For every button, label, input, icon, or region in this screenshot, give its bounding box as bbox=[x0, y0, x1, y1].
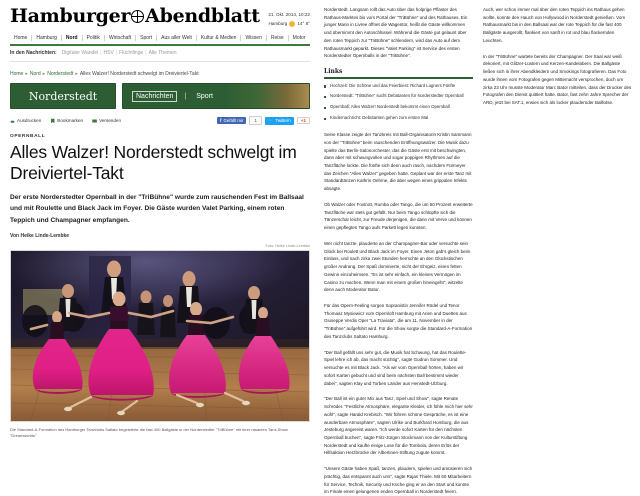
breadcrumb-sep: ▸ bbox=[25, 71, 28, 78]
related-link-item[interactable]: Norderstedt: "TriBühne" sucht Debütanten für Norderstedter Opernball bbox=[324, 93, 473, 100]
logo-text-part1: Hamburger bbox=[10, 5, 131, 27]
nav-item-sport[interactable]: Sport bbox=[136, 35, 157, 41]
nav-item-wirtschaft[interactable]: Wirtschaft bbox=[105, 35, 136, 41]
print-button[interactable] bbox=[10, 118, 41, 123]
section-tabs bbox=[122, 83, 310, 109]
facebook-icon: f bbox=[219, 118, 222, 124]
article-photo bbox=[10, 250, 310, 422]
related-links-title: Links bbox=[324, 68, 343, 76]
printer-icon bbox=[10, 118, 15, 123]
breadcrumb-nord[interactable]: Nord bbox=[29, 71, 41, 78]
tab-divider: | bbox=[184, 92, 187, 100]
ticker-link-digitaler-wandel[interactable]: Digitaler Wandel bbox=[61, 50, 99, 57]
related-links-box bbox=[324, 68, 473, 122]
breadcrumb bbox=[10, 71, 310, 77]
main-navigation-wrapper bbox=[10, 32, 310, 46]
weather-city: Hamburg bbox=[268, 20, 288, 26]
date-weather-box bbox=[268, 7, 310, 28]
body-paragraph: Ob Walzer oder Foxtrott, Rumba oder Tango, die um 50 Prozent erweiterte Tanzfläche war stets gut gefüllt. Nur beim Tango schlüpfte sich die Tänzerschar leicht, zur Freude derjenigen, die dann mit Verve und können einen gepflegten Tango aufs Parkett legen konnten. bbox=[324, 201, 473, 231]
send-label: Versenden bbox=[99, 118, 122, 124]
related-link-item[interactable]: Kindernachricht: Debütanten gehen zum ersten Mal bbox=[324, 115, 473, 122]
envelope-icon bbox=[92, 118, 97, 123]
related-link-item[interactable]: Opernball: Alles Walzer! Norderstedt bekommt einen Opernball bbox=[324, 104, 473, 111]
section-logo-norderstedt[interactable] bbox=[10, 83, 116, 109]
twitter-share-button[interactable] bbox=[265, 117, 294, 125]
print-label: Ausdrucken bbox=[17, 118, 42, 124]
body-paragraph: Auch, wer schon immer mal über den roten Teppich ins Rathaus gehen wollte, konnte den Hauch von Hollywood in Norderstedt genießen. Vom Rathausmarkt bis in den Ballsaal war der rote Teppich für die fast 400 Ballgäste ausgerollt, flankiert von sanft in rot und blau flackernden Leuchten. bbox=[483, 7, 626, 43]
body-column-middle bbox=[324, 6, 473, 495]
breadcrumb-current: Alles Walzer! Norderstedt schwelgt im Dreiviertel-Takt bbox=[79, 71, 199, 78]
nav-item-hamburg[interactable]: Hamburg bbox=[32, 35, 62, 41]
article-body-columns bbox=[320, 0, 640, 495]
body-paragraph: Seine Klasse zeigte der Tanzkreis mit Ball-Organisatorin Kristin Sammann von der "TriBühne" beim rauschenden Eröffnungswalzer. Die Musik dazu spielte das Berlin-Salonorchester, das die Gäste erst mit beschwingten, dann aber mit schwungvollen und sogar poppigen Rhythmen auf die Tanzfläche lockte. Die fünfte sich denn auch rasch, nachdem Fürmeyer das Zeichen "Alles Walzer" gegeben hatte. Geplant war der erste Tanz mit Standardtänzen Kathrin Oehme, die aber wegen eines grippalen Infekts absagte. bbox=[324, 132, 472, 192]
body-paragraph: In der "TriBühne" wartete bereits der Champagner. Der Saal war weiß dekoriert, mit Glitzer-Lüstern und Kerzen-Kandelabern. Die Ballgäste ließen sich in ihrer Abendkleidern und Smokings fotografieren. Das Foto wurde ihnen vom Fotografen gegen Mittemacht versprochen, doch um zirka 23 Uhr musste Moderator Marc Bator mitteilen, dass der Drucker des Fotografen den Dienst quittiert hatte. Bator, fast zehn Jahre Sprecher der ARD, jetzt bei SAT.1, erwies sich als locker plaudernder Balllotse. bbox=[483, 53, 632, 106]
main-navigation bbox=[10, 32, 310, 44]
bookmark-icon bbox=[50, 118, 55, 123]
body-paragraph: Für das Opern-Feeling sorgen Sopranistin Jennifer Rödel und Tenor Thomaaz Mysiewicz vom Opernloft Hamburg mit Arien und Duetten aus Giuseppe Verdis Oper "La Traviata", die am 11. November in der "TriBühne" aufgeführt wird. Für die Show sorgte die Standard-A-Formation des Tanzclubs Saltato Hamburg. bbox=[324, 302, 473, 339]
globe-icon bbox=[131, 10, 144, 23]
ticker-separator: | bbox=[100, 50, 102, 57]
body-column-right bbox=[483, 6, 632, 448]
social-share-buttons bbox=[217, 116, 310, 125]
nav-item-nord[interactable]: Nord bbox=[62, 35, 83, 41]
tab-sport[interactable]: Sport bbox=[196, 92, 213, 100]
ticker-separator: | bbox=[145, 50, 147, 57]
sun-icon bbox=[289, 21, 295, 27]
page-title: Alles Walzer! Norderstedt schwelgt im Dreiviertel-Takt bbox=[10, 142, 297, 183]
ticker-label: In den Nachrichten: bbox=[10, 50, 57, 57]
weather-temperatures: 14° 8° bbox=[297, 20, 310, 26]
body-paragraph: Norderstedt. Langsam rollt das Auto über das holprige Pflaster des Rathaus-Marktes bis vors Portal der "TriBühne" und des Rathauses. Ein junger Mann in Livree öffnet die Wagentür, heißt die Gäste willkommen und übernimmt den Autoschlüssel. Während die Gäste gut gelaunt über den roten Teppich zur "TriBühne" schlendern, wird das Auto auf dem Rathausmarkt geparkt. Dieses "Valet Parking" ist Service des ersten Norderstedter Opernballs in der "TriBühne". bbox=[324, 7, 468, 59]
related-links-rule bbox=[324, 77, 473, 78]
breadcrumb-home[interactable]: Home bbox=[10, 71, 24, 78]
googleplus-button[interactable] bbox=[297, 117, 310, 124]
ticker-link-fl-chtlinge[interactable]: Flüchtlinge bbox=[119, 50, 144, 57]
body-paragraph: "Der Ball ist ein guter Mix aus Tanz, Spiel und Show", sagte Renate Schröder. "Festliche Atmosphäre, elegante Kleider, ich fühle mich hier sehr wohl", sagte Harald Krebisch. "Wir führen schöne Gespräche, es ist eine wunderbare Atmosphäre", sagten Ulrike und Burkhard Homburg, die aus Jesteburg angereist waren. "Ich werde sofort Karten für den nächsten Opernball buchen", sagte Fritz-Jürgen Stockmann von der Kulturstiftung Norderstedt und kaufte einige Lose für die Tombola, deren Erlös der Hilfsaktion Herzbrücke der Albertinen-Stiftung zugute kommt. bbox=[324, 396, 473, 456]
nav-item-motor[interactable]: Motor bbox=[292, 35, 306, 42]
ballroom-dancers-photo bbox=[11, 251, 309, 421]
main-column bbox=[0, 0, 320, 448]
nav-item-wissen[interactable]: Wissen bbox=[241, 35, 266, 41]
facebook-like-button[interactable] bbox=[217, 117, 246, 124]
facebook-share-count: 1 bbox=[249, 116, 261, 125]
send-button[interactable] bbox=[92, 118, 121, 123]
article-byline: Von Heike Linde-Lembke bbox=[10, 233, 70, 240]
nav-item-home[interactable]: Home bbox=[10, 35, 32, 41]
bookmark-label: Bookmarken bbox=[57, 118, 84, 124]
facebook-label: Gefällt mir bbox=[223, 118, 244, 124]
article-tools-left bbox=[10, 118, 121, 123]
section-title: Norderstedt bbox=[28, 89, 98, 103]
breadcrumb-norderstedt[interactable]: Norderstedt bbox=[47, 71, 74, 78]
news-ticker bbox=[10, 46, 310, 62]
current-date: 21. Okt. 2014, 10:22 bbox=[268, 12, 310, 17]
nav-item-kultur-medien[interactable]: Kultur & Medien bbox=[197, 35, 242, 41]
ticker-link-hsv[interactable]: HSV bbox=[103, 50, 114, 57]
nav-item-reise[interactable]: Reise bbox=[267, 35, 289, 41]
body-paragraph: "Der Ball gefällt uns sehr gut, die Musik hat Schwung, hat das Roulette-Spiel lehre ich ab, das macht süchtig", sagte Gudrun Sommer. Und versuchte es mit Black Jack. "Als wir vom Opernball hörten, haben wir sofort Karten gebucht und sind beim nächsten Ball bestimmt wieder dabei", sagten Klay und Torben Länder aus Henstedt-Ulzburg. bbox=[324, 349, 467, 386]
breadcrumb-sep: ▸ bbox=[42, 71, 46, 78]
nav-item-aus-aller-welt[interactable]: Aus aller Welt bbox=[157, 35, 197, 41]
body-paragraph: "Unsere Gäste haben Spaß, tanzen, plaudern, spielen und amüsieren sich prächtig, das entspannt auch uns", sagte Rajas Thiele. Mit 60 Mitarbeitern für Service, Technik, Security und Küche ging er an den Start und konnte im Finale einen gelungenen enden Opernball in Norderstedt feiern. bbox=[324, 466, 473, 495]
bookmark-button[interactable] bbox=[50, 118, 83, 123]
ticker-link-alle-themen[interactable]: Alle Themen bbox=[148, 50, 177, 57]
photo-credit: Foto: Heike Linde-Lembke bbox=[265, 244, 310, 249]
weather-widget[interactable] bbox=[268, 20, 310, 29]
article-lead: Der erste Norderstedter Opernball in der "TriBühne" wurde zum rauschenden Fest im Ballsaal und mit Roulette und Black Jack im Foyer. Die Gäste wurden Valet Parking, einem roten Teppich und Champagner empfangen. bbox=[10, 194, 304, 224]
site-logo[interactable] bbox=[10, 7, 260, 26]
tab-nachrichten[interactable]: Nachrichten bbox=[132, 91, 177, 102]
twitter-label: Twittern bbox=[275, 118, 291, 124]
masthead bbox=[0, 0, 320, 32]
photo-caption: Die Standard-A-Formation des Hamburger Tanzclubs Saltato begeisterte die fast 400 Ballgäste in der Norderstedter "TriBühne" mit ihrer rasanten Tanz-Show "Dreamworlds" bbox=[10, 427, 288, 439]
googleplus-label: +1 bbox=[300, 118, 306, 124]
logo-text-part2: Abendblatt bbox=[145, 5, 260, 27]
article-kicker: OPERNBALL bbox=[10, 134, 46, 140]
article-tools bbox=[10, 116, 310, 125]
section-banners bbox=[10, 83, 310, 109]
body-paragraph: Wer nicht tanzte, plauderte an der Champagner-Bar oder versuchte sein Glück bei Roulett und Black Jack im Foyer. Einen Jeton gab's gleich beim Einlass, und nach zirka zwei Stunden herrschte an den Glückstischen großer Andrang. Der Spaß dominierte, nicht der Ehrgeiz, einen fetten Gewinn einzuheimsen. "Es ist sehr einfach, ein kleines Vermögen im Casino zu machen. Wenn man mit einem großen hineingeht", witzelte denn auch Moderator Bator. bbox=[324, 240, 471, 293]
related-links-list bbox=[324, 83, 473, 123]
twitter-bird-icon: 🐦 bbox=[267, 117, 274, 123]
ticker-separator: | bbox=[115, 50, 118, 57]
ticker-items bbox=[62, 50, 177, 56]
related-link-item[interactable]: Hochzeit: Die Schöne und das Feierbiest: Richard Lugners Fünfte bbox=[324, 83, 473, 90]
nav-item-politik[interactable]: Politik bbox=[83, 35, 105, 41]
breadcrumb-sep: ▸ bbox=[75, 71, 78, 78]
